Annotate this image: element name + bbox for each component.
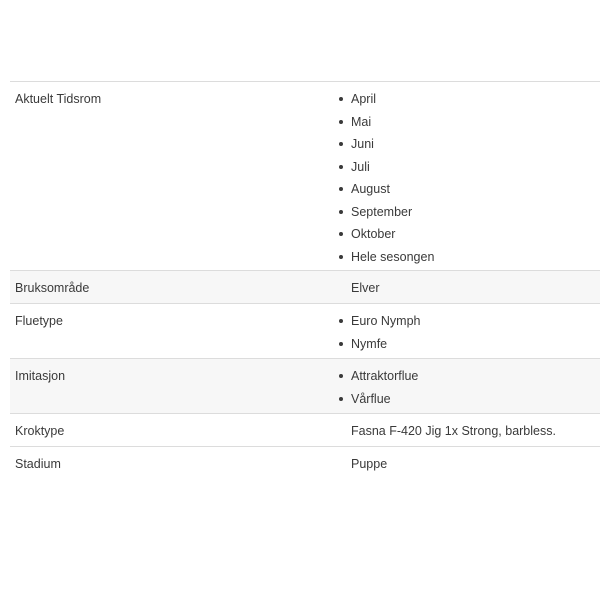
spec-value: Fasna F-420 Jig 1x Strong, barbless.	[351, 424, 556, 438]
list-item: Hele sesongen	[336, 250, 600, 264]
list-item: Vårflue	[336, 392, 600, 406]
spec-value-list	[336, 359, 600, 413]
spec-row-tidsrom	[10, 82, 600, 271]
list-item: Juli	[336, 160, 600, 183]
spec-row-stadium	[10, 447, 600, 480]
bullet-icon	[339, 187, 343, 191]
list-item: Oktober	[336, 227, 600, 250]
bullet-icon	[339, 97, 343, 101]
list-item: Mai	[336, 115, 600, 138]
list-item: April	[336, 92, 600, 115]
spec-row-bruksomrade	[10, 271, 600, 304]
bullet-icon	[339, 397, 343, 401]
list-item: September	[336, 205, 600, 228]
spec-label: Fluetype	[15, 314, 63, 328]
spec-label: Aktuelt Tidsrom	[15, 92, 102, 106]
bullet-icon	[339, 165, 343, 169]
spec-row-imitasjon	[10, 359, 600, 414]
bullet-icon	[339, 255, 343, 259]
bullet-icon	[339, 142, 343, 146]
list-item: Euro Nymph	[336, 314, 600, 337]
spec-value-list	[336, 82, 600, 270]
spec-value: Elver	[351, 281, 380, 295]
spec-row-kroktype	[10, 414, 600, 447]
spec-label: Kroktype	[15, 424, 65, 438]
product-specification-table	[10, 81, 600, 480]
bullet-icon	[339, 374, 343, 378]
bullet-icon	[339, 342, 343, 346]
list-item: Nymfe	[336, 337, 600, 351]
list-item: Juni	[336, 137, 600, 160]
spec-label: Bruksområde	[15, 281, 90, 295]
bullet-icon	[339, 120, 343, 124]
spec-label: Imitasjon	[15, 369, 66, 383]
bullet-icon	[339, 319, 343, 323]
list-item: Attraktorflue	[336, 369, 600, 392]
list-item: August	[336, 182, 600, 205]
bullet-icon	[339, 210, 343, 214]
spec-value: Puppe	[351, 457, 388, 471]
spec-row-fluetype	[10, 304, 600, 359]
bullet-icon	[339, 232, 343, 236]
spec-value-list	[336, 304, 600, 358]
spec-label: Stadium	[15, 457, 61, 471]
